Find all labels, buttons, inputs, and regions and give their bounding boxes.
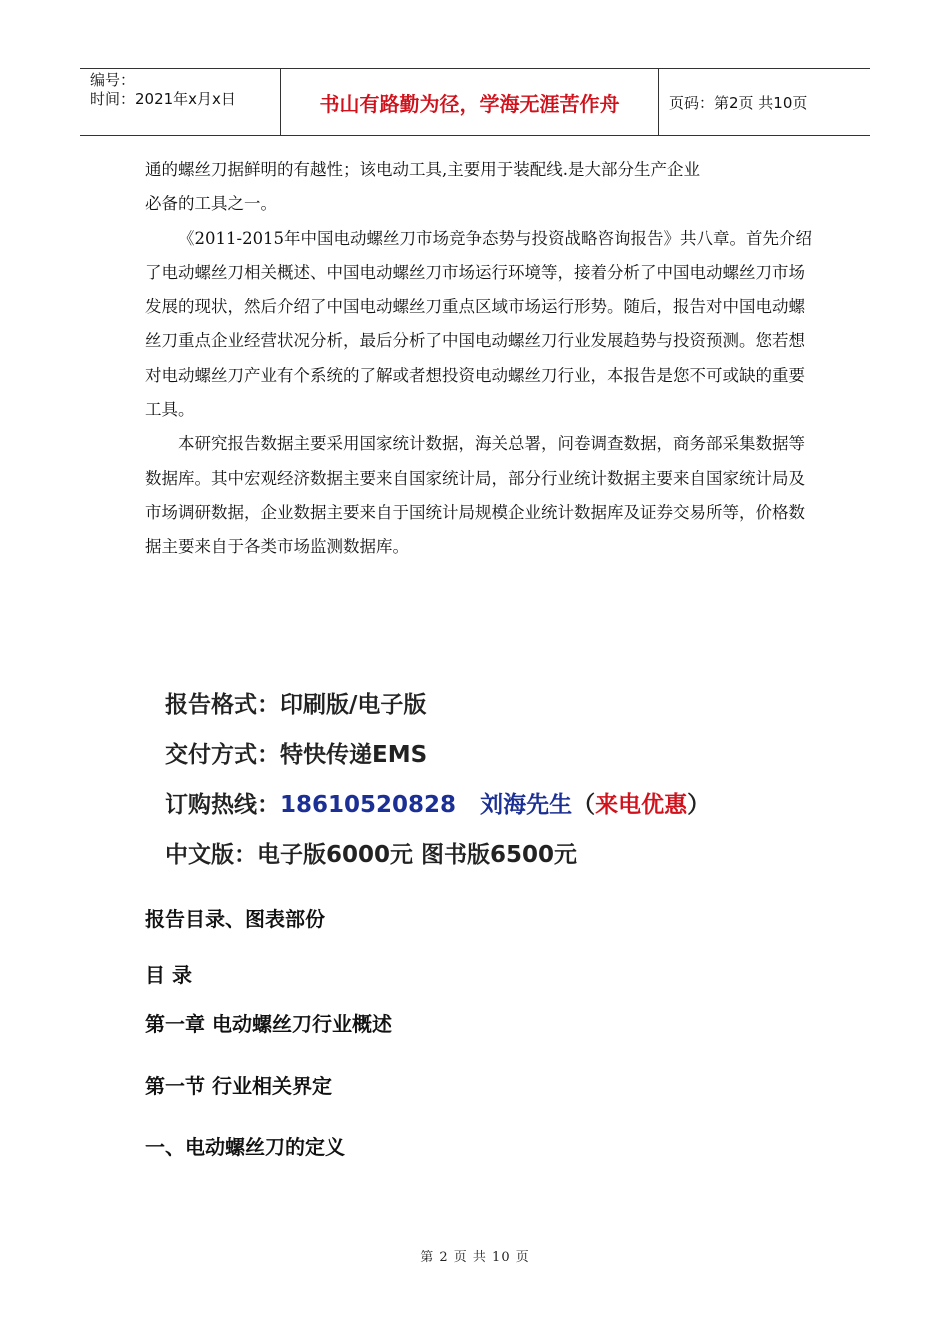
toc-item-1[interactable]: 一、电动螺丝刀的定义 [145, 1135, 345, 1159]
promo-text: 来电优惠 [595, 792, 688, 818]
paragraph-3: 本研究报告数据主要采用国家统计数据，海关总署，问卷调查数据，商务部采集数据等数据库。其中宏观经济数据主要来自国家统计局，部分行业统计数据主要来自国家统计局及市场调研数据，企业数据主要来自于国统计局规模企业统计数据库及证券交易所等，价格数据主要来自于各类市场监测数据库。 [145, 434, 805, 557]
price-line [165, 830, 710, 880]
order-hotline-label: 订购热线： [165, 792, 280, 818]
paragraph-1-line-2: 必备的工具之一。 [145, 194, 277, 214]
report-format-label: 报告格式： [165, 692, 280, 718]
document-date-label: 时间：2021年x月x日 [90, 90, 236, 108]
toc-section-1[interactable]: 第一节 行业相关界定 [145, 1074, 332, 1098]
order-hotline-line [165, 780, 710, 830]
header-page-number: 页码：第2页 共10页 [669, 93, 808, 112]
report-format-value: 印刷版/电子版 [280, 692, 427, 718]
paragraph-1-line-1: 通的螺丝刀据鲜明的有越性；该电动工具,主要用于装配线.是大部分生产企业 [145, 160, 700, 179]
price-value: 电子版6000元 图书版6500元 [257, 842, 578, 868]
promo-paren-close: ） [687, 792, 711, 818]
page-header-table [80, 68, 870, 136]
toc-contents-title: 目 录 [145, 963, 192, 987]
price-label: 中文版： [165, 842, 257, 868]
paragraph-2: 《2011-2015年中国电动螺丝刀市场竞争态势与投资战略咨询报告》共八章。首先介绍了电动螺丝刀相关概述、中国电动螺丝刀市场运行环境等，接着分析了中国电动螺丝刀市场发展的现状，然后介绍了中国电动螺丝刀重点区域市场运行形势。随后，报告对中国电动螺丝刀重点企业经营状况分析，最后分析了中国电动螺丝刀行业发展趋势与投资预测。您若想对电动螺丝刀产业有个系统的了解或者想投资电动螺丝刀行业，本报告是您不可或缺的重要工具。 [145, 228, 813, 420]
document-number-label: 编号： [90, 71, 136, 89]
page-footer: 第 2 页 共 10 页 [420, 1250, 530, 1265]
promo-paren-open: （ [572, 792, 596, 818]
toc-chapter-1[interactable]: 第一章 电动螺丝刀行业概述 [145, 1012, 392, 1036]
order-hotline-phone[interactable]: 18610520828 [280, 792, 457, 818]
delivery-method-value: 特快传递EMS [280, 742, 428, 768]
delivery-method-label: 交付方式： [165, 742, 280, 768]
order-info-block [165, 680, 710, 880]
report-description [145, 153, 815, 565]
delivery-method-line [165, 730, 710, 780]
report-format-line [165, 680, 710, 730]
toc-section-title: 报告目录、图表部份 [145, 907, 325, 931]
header-motto: 书山有路勤为径，学海无涯苦作舟 [281, 69, 659, 135]
order-contact-name: 刘海先生 [480, 792, 573, 818]
header-meta-cell [80, 69, 281, 135]
